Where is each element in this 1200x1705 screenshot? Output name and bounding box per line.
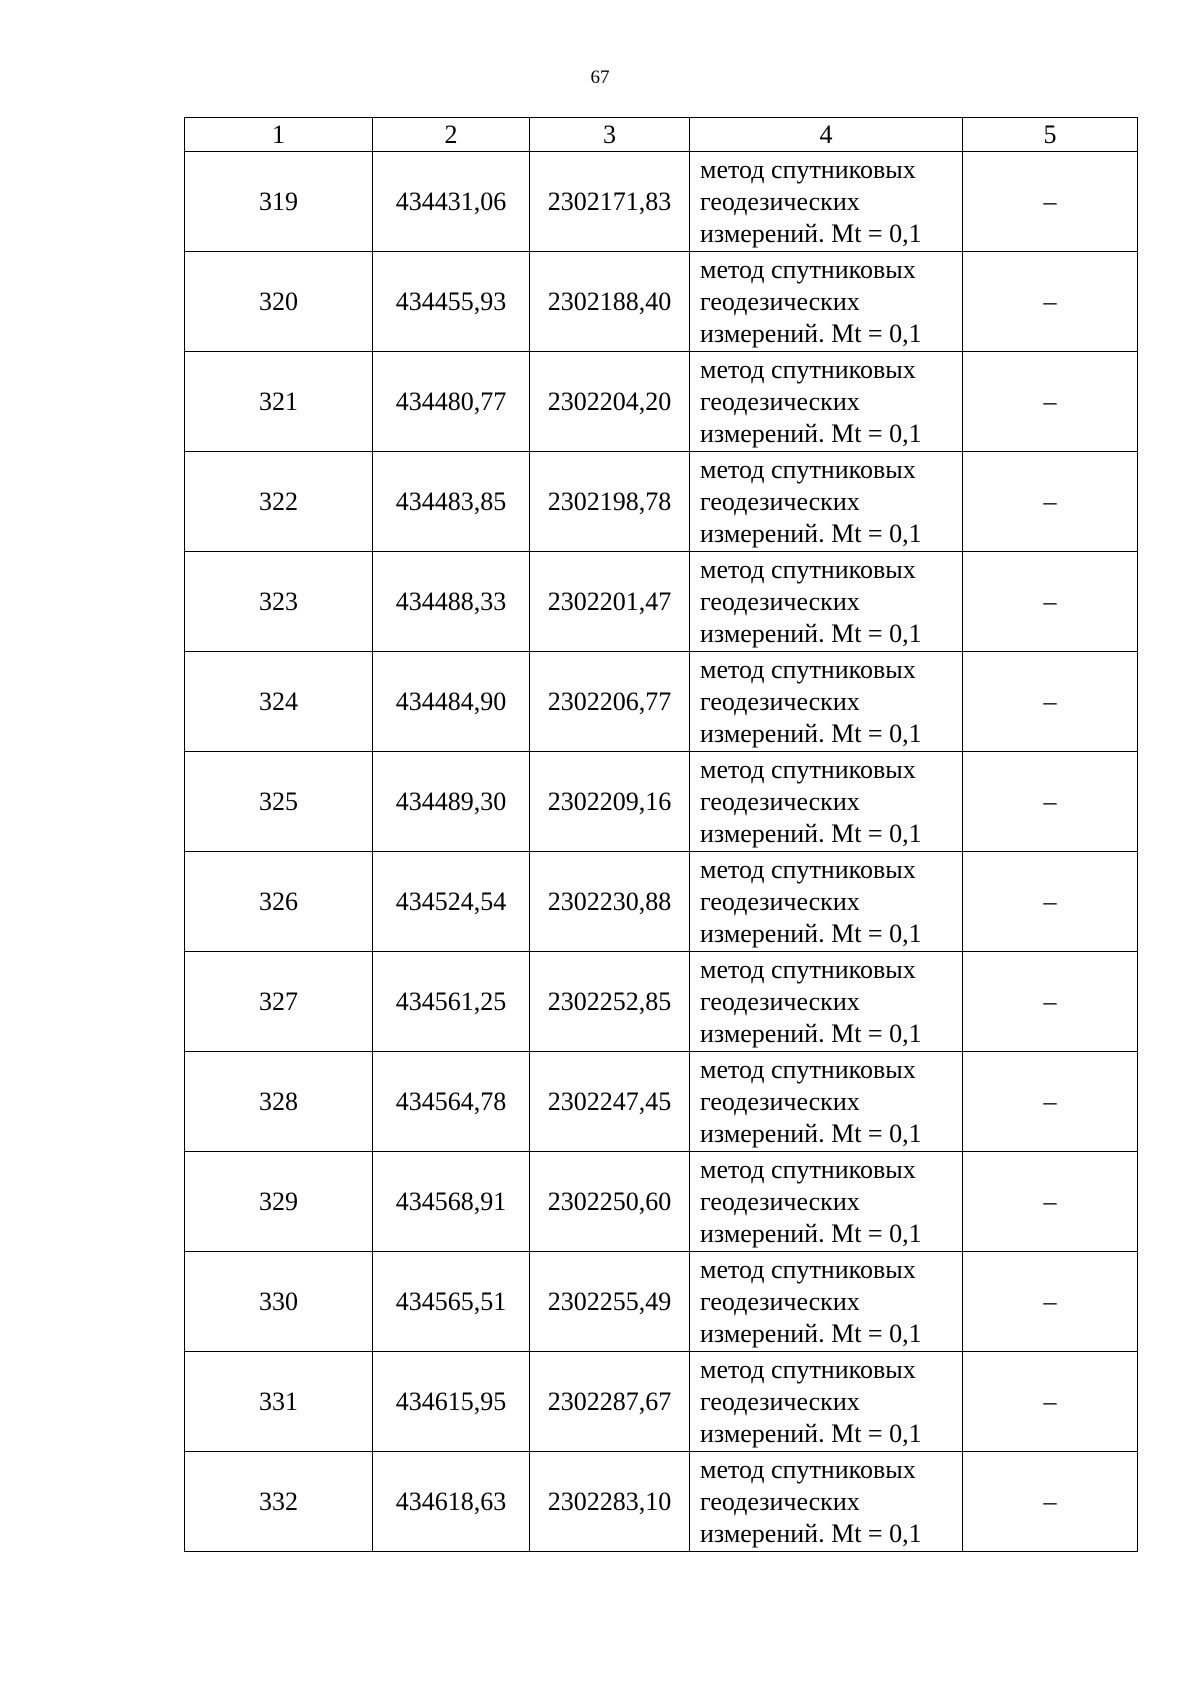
- method-line: метод спутниковых: [700, 754, 916, 784]
- point-number-cell: 328: [185, 1052, 373, 1152]
- column-header-5: 5: [963, 118, 1138, 152]
- x-coordinate-cell: 434565,51: [373, 1252, 530, 1352]
- method-line: метод спутниковых: [700, 1454, 916, 1484]
- x-coordinate-cell: 434615,95: [373, 1352, 530, 1452]
- x-coordinate-cell: 434480,77: [373, 352, 530, 452]
- note-cell: –: [963, 352, 1138, 452]
- table-row: [185, 152, 1138, 252]
- note-cell: –: [963, 852, 1138, 952]
- note-cell: –: [963, 1452, 1138, 1552]
- x-coordinate-cell: 434488,33: [373, 552, 530, 652]
- method-line: измерений. Mt = 0,1: [700, 818, 922, 848]
- method-cell: [690, 752, 963, 852]
- point-number-cell: 322: [185, 452, 373, 552]
- method-line: измерений. Mt = 0,1: [700, 1418, 922, 1448]
- method-cell: [690, 1052, 963, 1152]
- method-line: метод спутниковых: [700, 554, 916, 584]
- method-line: метод спутниковых: [700, 154, 916, 184]
- method-line: измерений. Mt = 0,1: [700, 1118, 922, 1148]
- table-row: [185, 1252, 1138, 1352]
- y-coordinate-cell: 2302250,60: [530, 1152, 690, 1252]
- method-line: измерений. Mt = 0,1: [700, 418, 922, 448]
- table-row: [185, 1052, 1138, 1152]
- method-line: геодезических: [700, 1186, 860, 1216]
- point-number-cell: 329: [185, 1152, 373, 1252]
- method-line: измерений. Mt = 0,1: [700, 1518, 922, 1548]
- method-line: метод спутниковых: [700, 1154, 916, 1184]
- method-line: измерений. Mt = 0,1: [700, 1218, 922, 1248]
- point-number-cell: 326: [185, 852, 373, 952]
- method-cell: [690, 252, 963, 352]
- method-line: измерений. Mt = 0,1: [700, 718, 922, 748]
- method-line: измерений. Mt = 0,1: [700, 918, 922, 948]
- method-line: геодезических: [700, 1486, 860, 1516]
- method-cell: [690, 452, 963, 552]
- point-number-cell: 330: [185, 1252, 373, 1352]
- y-coordinate-cell: 2302201,47: [530, 552, 690, 652]
- method-line: метод спутниковых: [700, 1054, 916, 1084]
- point-number-cell: 324: [185, 652, 373, 752]
- table-row: [185, 352, 1138, 452]
- method-line: геодезических: [700, 986, 860, 1016]
- x-coordinate-cell: 434484,90: [373, 652, 530, 752]
- point-number-cell: 320: [185, 252, 373, 352]
- table-row: [185, 452, 1138, 552]
- table-row: [185, 952, 1138, 1052]
- y-coordinate-cell: 2302255,49: [530, 1252, 690, 1352]
- y-coordinate-cell: 2302287,67: [530, 1352, 690, 1452]
- y-coordinate-cell: 2302230,88: [530, 852, 690, 952]
- method-cell: [690, 1252, 963, 1352]
- point-number-cell: 327: [185, 952, 373, 1052]
- method-line: геодезических: [700, 586, 860, 616]
- table-row: [185, 752, 1138, 852]
- point-number-cell: 325: [185, 752, 373, 852]
- method-line: геодезических: [700, 486, 860, 516]
- point-number-cell: 332: [185, 1452, 373, 1552]
- method-cell: [690, 152, 963, 252]
- y-coordinate-cell: 2302252,85: [530, 952, 690, 1052]
- note-cell: –: [963, 1352, 1138, 1452]
- method-line: геодезических: [700, 1086, 860, 1116]
- table-header-row: [185, 118, 1138, 152]
- method-cell: [690, 1452, 963, 1552]
- method-line: измерений. Mt = 0,1: [700, 1018, 922, 1048]
- y-coordinate-cell: 2302206,77: [530, 652, 690, 752]
- method-line: измерений. Mt = 0,1: [700, 218, 922, 248]
- y-coordinate-cell: 2302198,78: [530, 452, 690, 552]
- x-coordinate-cell: 434568,91: [373, 1152, 530, 1252]
- method-line: измерений. Mt = 0,1: [700, 618, 922, 648]
- method-cell: [690, 652, 963, 752]
- method-cell: [690, 1152, 963, 1252]
- point-number-cell: 331: [185, 1352, 373, 1452]
- note-cell: –: [963, 152, 1138, 252]
- method-line: измерений. Mt = 0,1: [700, 1318, 922, 1348]
- x-coordinate-cell: 434483,85: [373, 452, 530, 552]
- table-row: [185, 552, 1138, 652]
- y-coordinate-cell: 2302188,40: [530, 252, 690, 352]
- x-coordinate-cell: 434431,06: [373, 152, 530, 252]
- y-coordinate-cell: 2302283,10: [530, 1452, 690, 1552]
- method-line: геодезических: [700, 186, 860, 216]
- column-header-2: 2: [373, 118, 530, 152]
- note-cell: –: [963, 1052, 1138, 1152]
- method-cell: [690, 1352, 963, 1452]
- table-row: [185, 852, 1138, 952]
- table-row: [185, 1152, 1138, 1252]
- method-line: метод спутниковых: [700, 1254, 916, 1284]
- point-number-cell: 321: [185, 352, 373, 452]
- page-number: 67: [590, 67, 610, 88]
- method-line: геодезических: [700, 386, 860, 416]
- table-row: [185, 1452, 1138, 1552]
- method-line: измерений. Mt = 0,1: [700, 318, 922, 348]
- x-coordinate-cell: 434564,78: [373, 1052, 530, 1152]
- y-coordinate-cell: 2302204,20: [530, 352, 690, 452]
- column-header-1: 1: [185, 118, 373, 152]
- point-number-cell: 323: [185, 552, 373, 652]
- method-line: геодезических: [700, 286, 860, 316]
- method-line: метод спутниковых: [700, 354, 916, 384]
- y-coordinate-cell: 2302209,16: [530, 752, 690, 852]
- method-line: метод спутниковых: [700, 254, 916, 284]
- method-cell: [690, 352, 963, 452]
- column-header-4: 4: [690, 118, 963, 152]
- coordinates-table: [184, 117, 1138, 1552]
- method-line: метод спутниковых: [700, 854, 916, 884]
- table-body: [185, 152, 1138, 1552]
- x-coordinate-cell: 434489,30: [373, 752, 530, 852]
- method-line: метод спутниковых: [700, 1354, 916, 1384]
- x-coordinate-cell: 434455,93: [373, 252, 530, 352]
- note-cell: –: [963, 452, 1138, 552]
- method-line: геодезических: [700, 1286, 860, 1316]
- x-coordinate-cell: 434618,63: [373, 1452, 530, 1552]
- method-line: геодезических: [700, 1386, 860, 1416]
- point-number-cell: 319: [185, 152, 373, 252]
- y-coordinate-cell: 2302171,83: [530, 152, 690, 252]
- x-coordinate-cell: 434561,25: [373, 952, 530, 1052]
- method-line: измерений. Mt = 0,1: [700, 518, 922, 548]
- column-header-3: 3: [530, 118, 690, 152]
- y-coordinate-cell: 2302247,45: [530, 1052, 690, 1152]
- method-line: геодезических: [700, 686, 860, 716]
- note-cell: –: [963, 652, 1138, 752]
- method-line: геодезических: [700, 886, 860, 916]
- method-line: метод спутниковых: [700, 654, 916, 684]
- note-cell: –: [963, 952, 1138, 1052]
- note-cell: –: [963, 1252, 1138, 1352]
- table-row: [185, 1352, 1138, 1452]
- note-cell: –: [963, 752, 1138, 852]
- method-line: метод спутниковых: [700, 454, 916, 484]
- note-cell: –: [963, 252, 1138, 352]
- method-cell: [690, 852, 963, 952]
- method-line: геодезических: [700, 786, 860, 816]
- table-row: [185, 652, 1138, 752]
- x-coordinate-cell: 434524,54: [373, 852, 530, 952]
- method-cell: [690, 952, 963, 1052]
- method-line: метод спутниковых: [700, 954, 916, 984]
- method-cell: [690, 552, 963, 652]
- note-cell: –: [963, 1152, 1138, 1252]
- table-row: [185, 252, 1138, 352]
- note-cell: –: [963, 552, 1138, 652]
